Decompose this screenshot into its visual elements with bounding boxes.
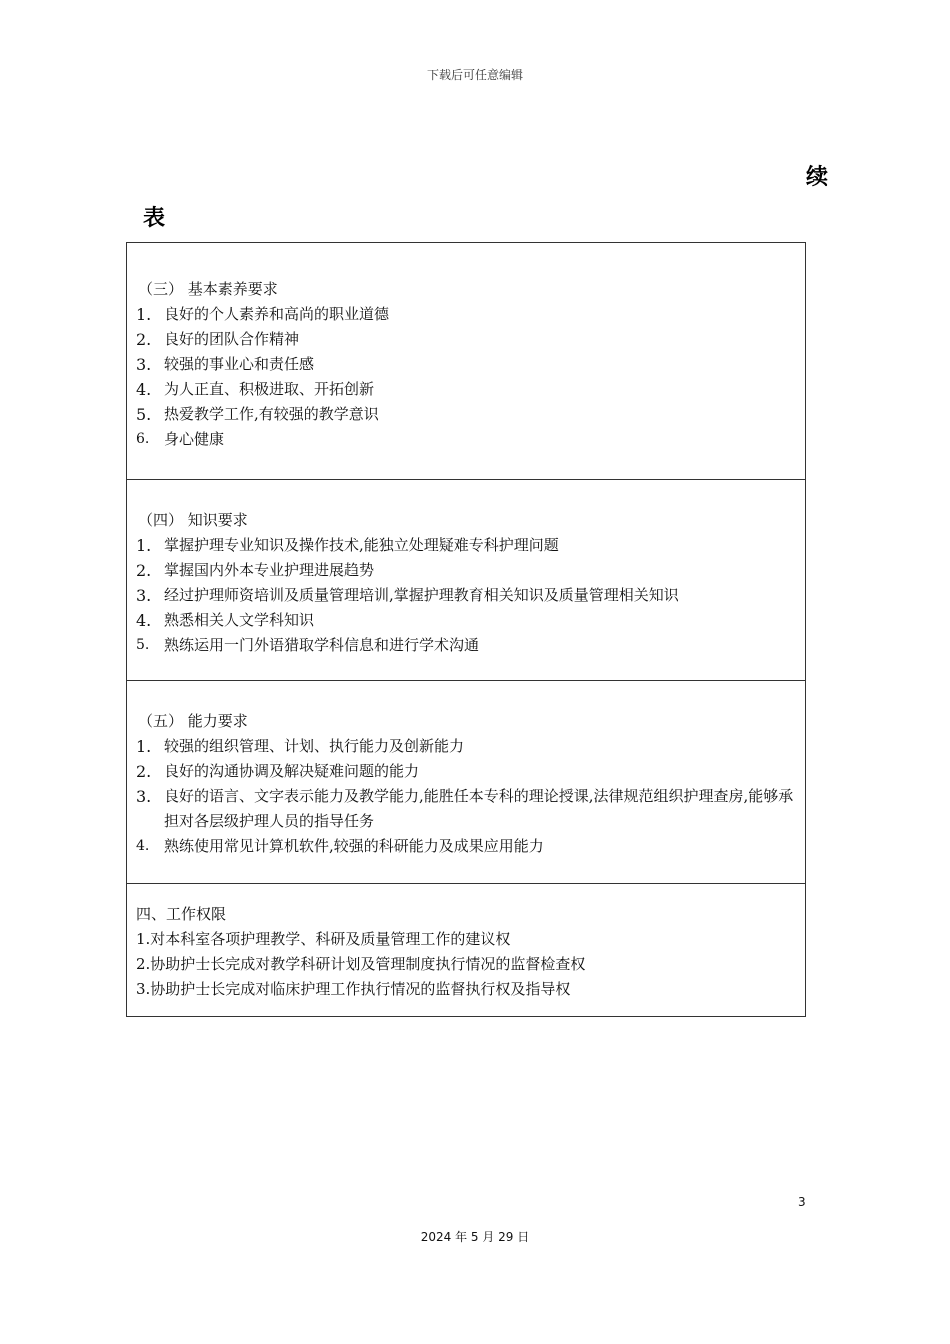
- item-text: 良好的语言、文字表示能力及教学能力,能胜任本专科的理论授课,法律规范组织护理查房,能够承担对各层级护理人员的指导任务: [164, 787, 794, 830]
- item-text: 身心健康: [164, 430, 225, 448]
- list-item: [136, 633, 805, 658]
- item-text: 良好的个人素养和高尚的职业道德: [164, 305, 390, 323]
- section-ability: [127, 680, 805, 883]
- item-text: 较强的事业心和责任感: [164, 355, 315, 373]
- section-title: （五） 能力要求: [138, 712, 248, 730]
- item-text: 掌握国内外本专业护理进展趋势: [164, 561, 375, 579]
- section-work-authority: [127, 883, 805, 1016]
- list-item: [136, 302, 805, 327]
- list-item: [136, 834, 805, 859]
- item-number: 2.: [136, 561, 152, 580]
- list-item: [136, 558, 805, 583]
- continued-char-1: 续: [806, 165, 829, 190]
- item-text: 熟练运用一门外语猎取学科信息和进行学术沟通: [164, 636, 480, 654]
- authority-line: 3.协助护士长完成对临床护理工作执行情况的监督执行权及指导权: [136, 980, 571, 998]
- requirements-table: [126, 242, 806, 1017]
- item-text: 熟练使用常见计算机软件,较强的科研能力及成果应用能力: [164, 837, 544, 855]
- section-title: 四、工作权限: [136, 905, 227, 923]
- item-number: 3.: [136, 355, 152, 374]
- list-item: [136, 533, 805, 558]
- item-text: 较强的组织管理、计划、执行能力及创新能力: [164, 737, 465, 755]
- list-item: [136, 427, 805, 452]
- item-number: 1.: [136, 737, 152, 756]
- item-number: 4.: [136, 380, 152, 399]
- list-item: [136, 784, 805, 834]
- continued-char-2: 表: [143, 206, 166, 231]
- footer-date: 2024 年 5 月 29 日: [420, 1230, 530, 1244]
- item-text: 良好的团队合作精神: [164, 330, 300, 348]
- list-item: [136, 734, 805, 759]
- list-item: [136, 327, 805, 352]
- list-item: [136, 377, 805, 402]
- section-title: （四） 知识要求: [138, 511, 248, 529]
- item-number: 6.: [136, 431, 150, 447]
- list-item: [136, 583, 805, 608]
- header-note: 下载后可任意编辑: [426, 68, 523, 82]
- list-item: [136, 352, 805, 377]
- item-number: 4.: [136, 611, 152, 630]
- item-text: 经过护理师资培训及质量管理培训,掌握护理教育相关知识及质量管理相关知识: [164, 586, 679, 604]
- item-number: 5.: [136, 637, 150, 653]
- item-number: 2.: [136, 762, 152, 781]
- item-number: 4.: [136, 838, 150, 854]
- item-text: 为人正直、积极进取、开拓创新: [164, 380, 375, 398]
- section-title: （三） 基本素养要求: [138, 280, 278, 298]
- item-number: 1.: [136, 536, 152, 555]
- item-number: 3.: [136, 787, 152, 806]
- authority-line: 1.对本科室各项护理教学、科研及质量管理工作的建议权: [136, 930, 511, 948]
- item-number: 5.: [136, 405, 152, 424]
- item-number: 1.: [136, 305, 152, 324]
- section-basic-quality: [127, 243, 805, 479]
- page-number: 3: [798, 1195, 806, 1209]
- item-text: 掌握护理专业知识及操作技术,能独立处理疑难专科护理问题: [164, 536, 559, 554]
- item-number: 3.: [136, 586, 152, 605]
- list-item: [136, 759, 805, 784]
- item-number: 2.: [136, 330, 152, 349]
- authority-line: 2.协助护士长完成对教学科研计划及管理制度执行情况的监督检查权: [136, 955, 586, 973]
- section-knowledge: [127, 479, 805, 680]
- list-item: [136, 608, 805, 633]
- list-item: [136, 402, 805, 427]
- item-text: 热爱教学工作,有较强的教学意识: [164, 405, 379, 423]
- item-text: 熟悉相关人文学科知识: [164, 611, 315, 629]
- item-text: 良好的沟通协调及解决疑难问题的能力: [164, 762, 420, 780]
